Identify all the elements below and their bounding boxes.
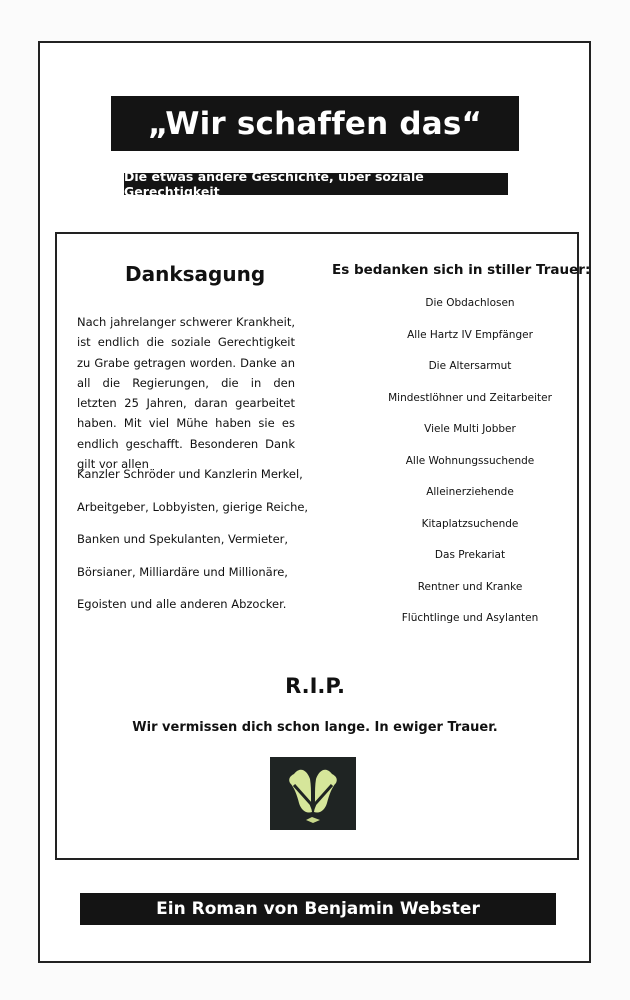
folded-hands-icon	[270, 757, 356, 830]
list-item: Egoisten und alle anderen Abzocker.	[77, 597, 287, 611]
list-item: Rentner und Kranke	[417, 580, 523, 593]
mourners-heading: Es bedanken sich in stiller Trauer:	[332, 262, 591, 278]
list-item: Viele Multi Jobber	[424, 423, 516, 435]
thanks-paragraph: Nach jahrelanger schwerer Krankheit, ist endlich die soziale Gerechtigkeit zu Grabe getragen worden. Danke an all die Regierungen, die in den letzten 25 Jahren, daran gearbeitet haben. Mit viel Mühe haben sie es endlich geschafft. Besonderen Dank gilt vor allen	[77, 315, 295, 472]
list-item: Alle Hartz IV Empfänger	[407, 328, 533, 341]
list-item: Mindestlöhner und Zeitarbeiter	[388, 391, 552, 404]
thanks-heading: Danksagung	[125, 262, 266, 286]
book-title: „Wir schaffen das“	[111, 96, 519, 151]
author-line: Ein Roman von Benjamin Webster	[80, 893, 556, 925]
thanked-list	[77, 464, 308, 627]
list-item: Kanzler Schröder und Kanzlerin Merkel,	[77, 467, 303, 481]
rip-message: Wir vermissen dich schon lange. In ewiger Trauer.	[132, 720, 498, 735]
list-item: Arbeitgeber, Lobbyisten, gierige Reiche,	[77, 499, 309, 514]
list-item: Flüchtlinge und Asylanten	[401, 612, 539, 624]
list-item: Kitaplatzsuchende	[421, 517, 519, 530]
list-item: Alleinerziehende	[426, 486, 514, 498]
list-item: Das Prekariat	[434, 549, 506, 561]
list-item: Alle Wohnungssuchende	[405, 454, 535, 467]
mourners-list	[340, 293, 600, 640]
list-item: Die Obdachlosen	[425, 297, 515, 309]
book-subtitle: Die etwas andere Geschichte, über soziale Gerechtigkeit	[124, 173, 508, 195]
list-item: Börsianer, Milliardäre und Millionäre,	[77, 564, 288, 579]
rip-heading: R.I.P.	[285, 674, 345, 698]
list-item: Banken und Spekulanten, Vermieter,	[77, 532, 289, 546]
list-item: Die Altersarmut	[428, 360, 512, 372]
